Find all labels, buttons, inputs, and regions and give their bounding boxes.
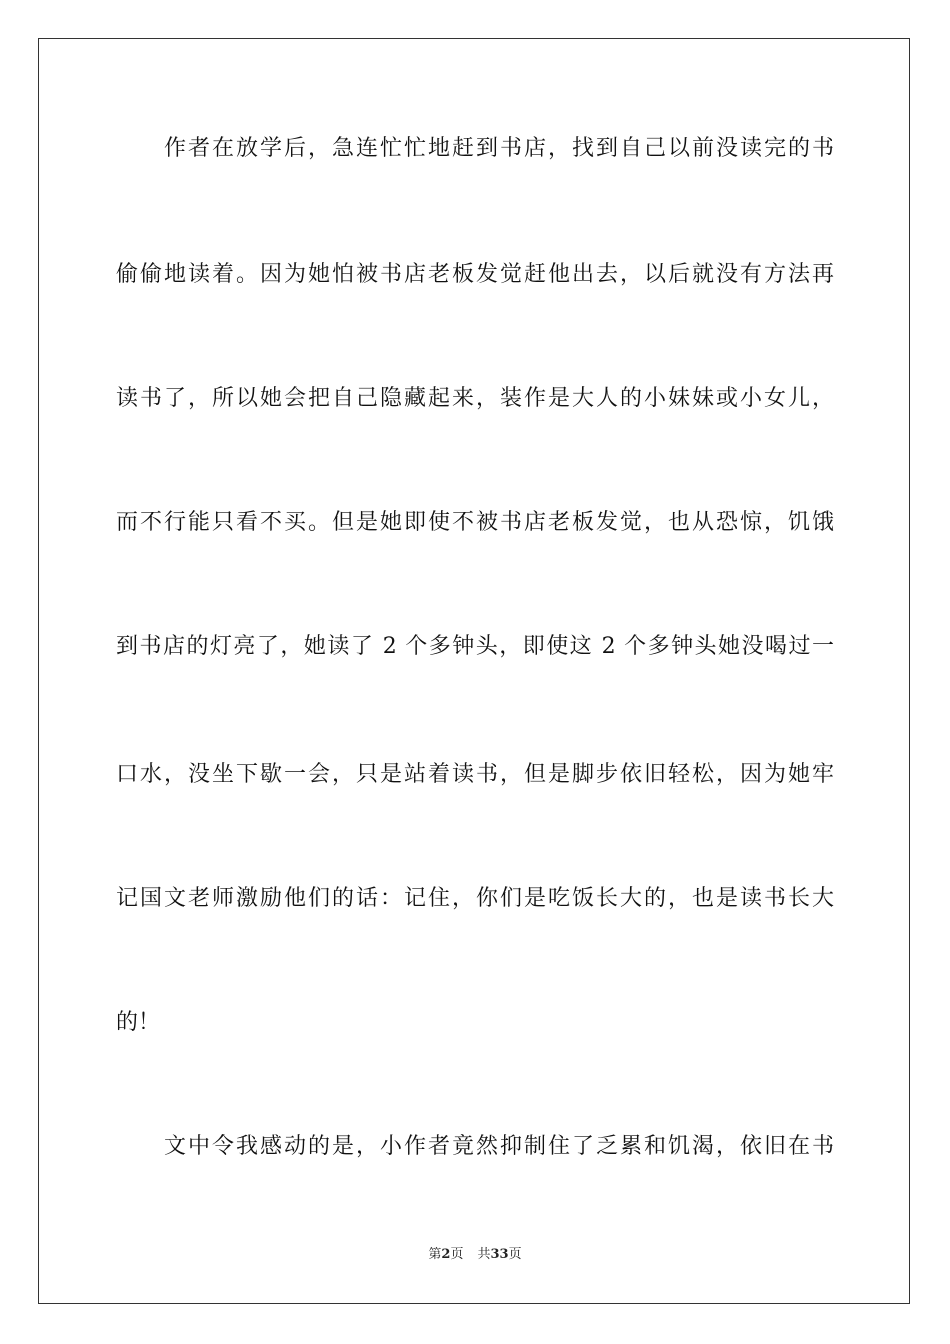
footer-total-prefix: 共 xyxy=(477,1247,491,1262)
paragraph-line-3: 读书了，所以她会把自己隐藏起来，装作是大人的小妹妹或小女儿， xyxy=(116,386,834,411)
footer-total-suffix: 页 xyxy=(508,1247,522,1262)
footer-total-number: 33 xyxy=(490,1247,509,1262)
paragraph-line-7: 记国文老师激励他们的话：记住，你们是吃饭长大的，也是读书长大 xyxy=(116,886,834,911)
paragraph-line-4: 而不行能只看不买。但是她即使不被书店老板发觉，也从恐惊，饥饿 xyxy=(116,510,834,535)
page-border xyxy=(38,38,910,1304)
paragraph-line-9: 文中令我感动的是，小作者竟然抑制住了乏累和饥渴，依旧在书 xyxy=(164,1134,834,1159)
paragraph-line-1: 作者在放学后，急连忙忙地赶到书店，找到自己以前没读完的书 xyxy=(164,136,834,161)
footer-page-suffix: 页 xyxy=(450,1247,464,1262)
paragraph-line-8: 的！ xyxy=(116,1010,161,1035)
paragraph-line-2: 偷偷地读着。因为她怕被书店老板发觉赶他出去，以后就没有方法再 xyxy=(116,262,834,287)
footer-page-prefix: 第 xyxy=(428,1247,442,1262)
footer-page-number: 2 xyxy=(441,1247,451,1262)
paragraph-line-6: 口水，没坐下歇一会，只是站着读书，但是脚步依旧轻松，因为她牢 xyxy=(116,762,834,787)
page-footer xyxy=(0,1246,950,1264)
paragraph-line-5: 到书店的灯亮了，她读了 2 个多钟头，即使这 2 个多钟头她没喝过一 xyxy=(116,634,834,659)
